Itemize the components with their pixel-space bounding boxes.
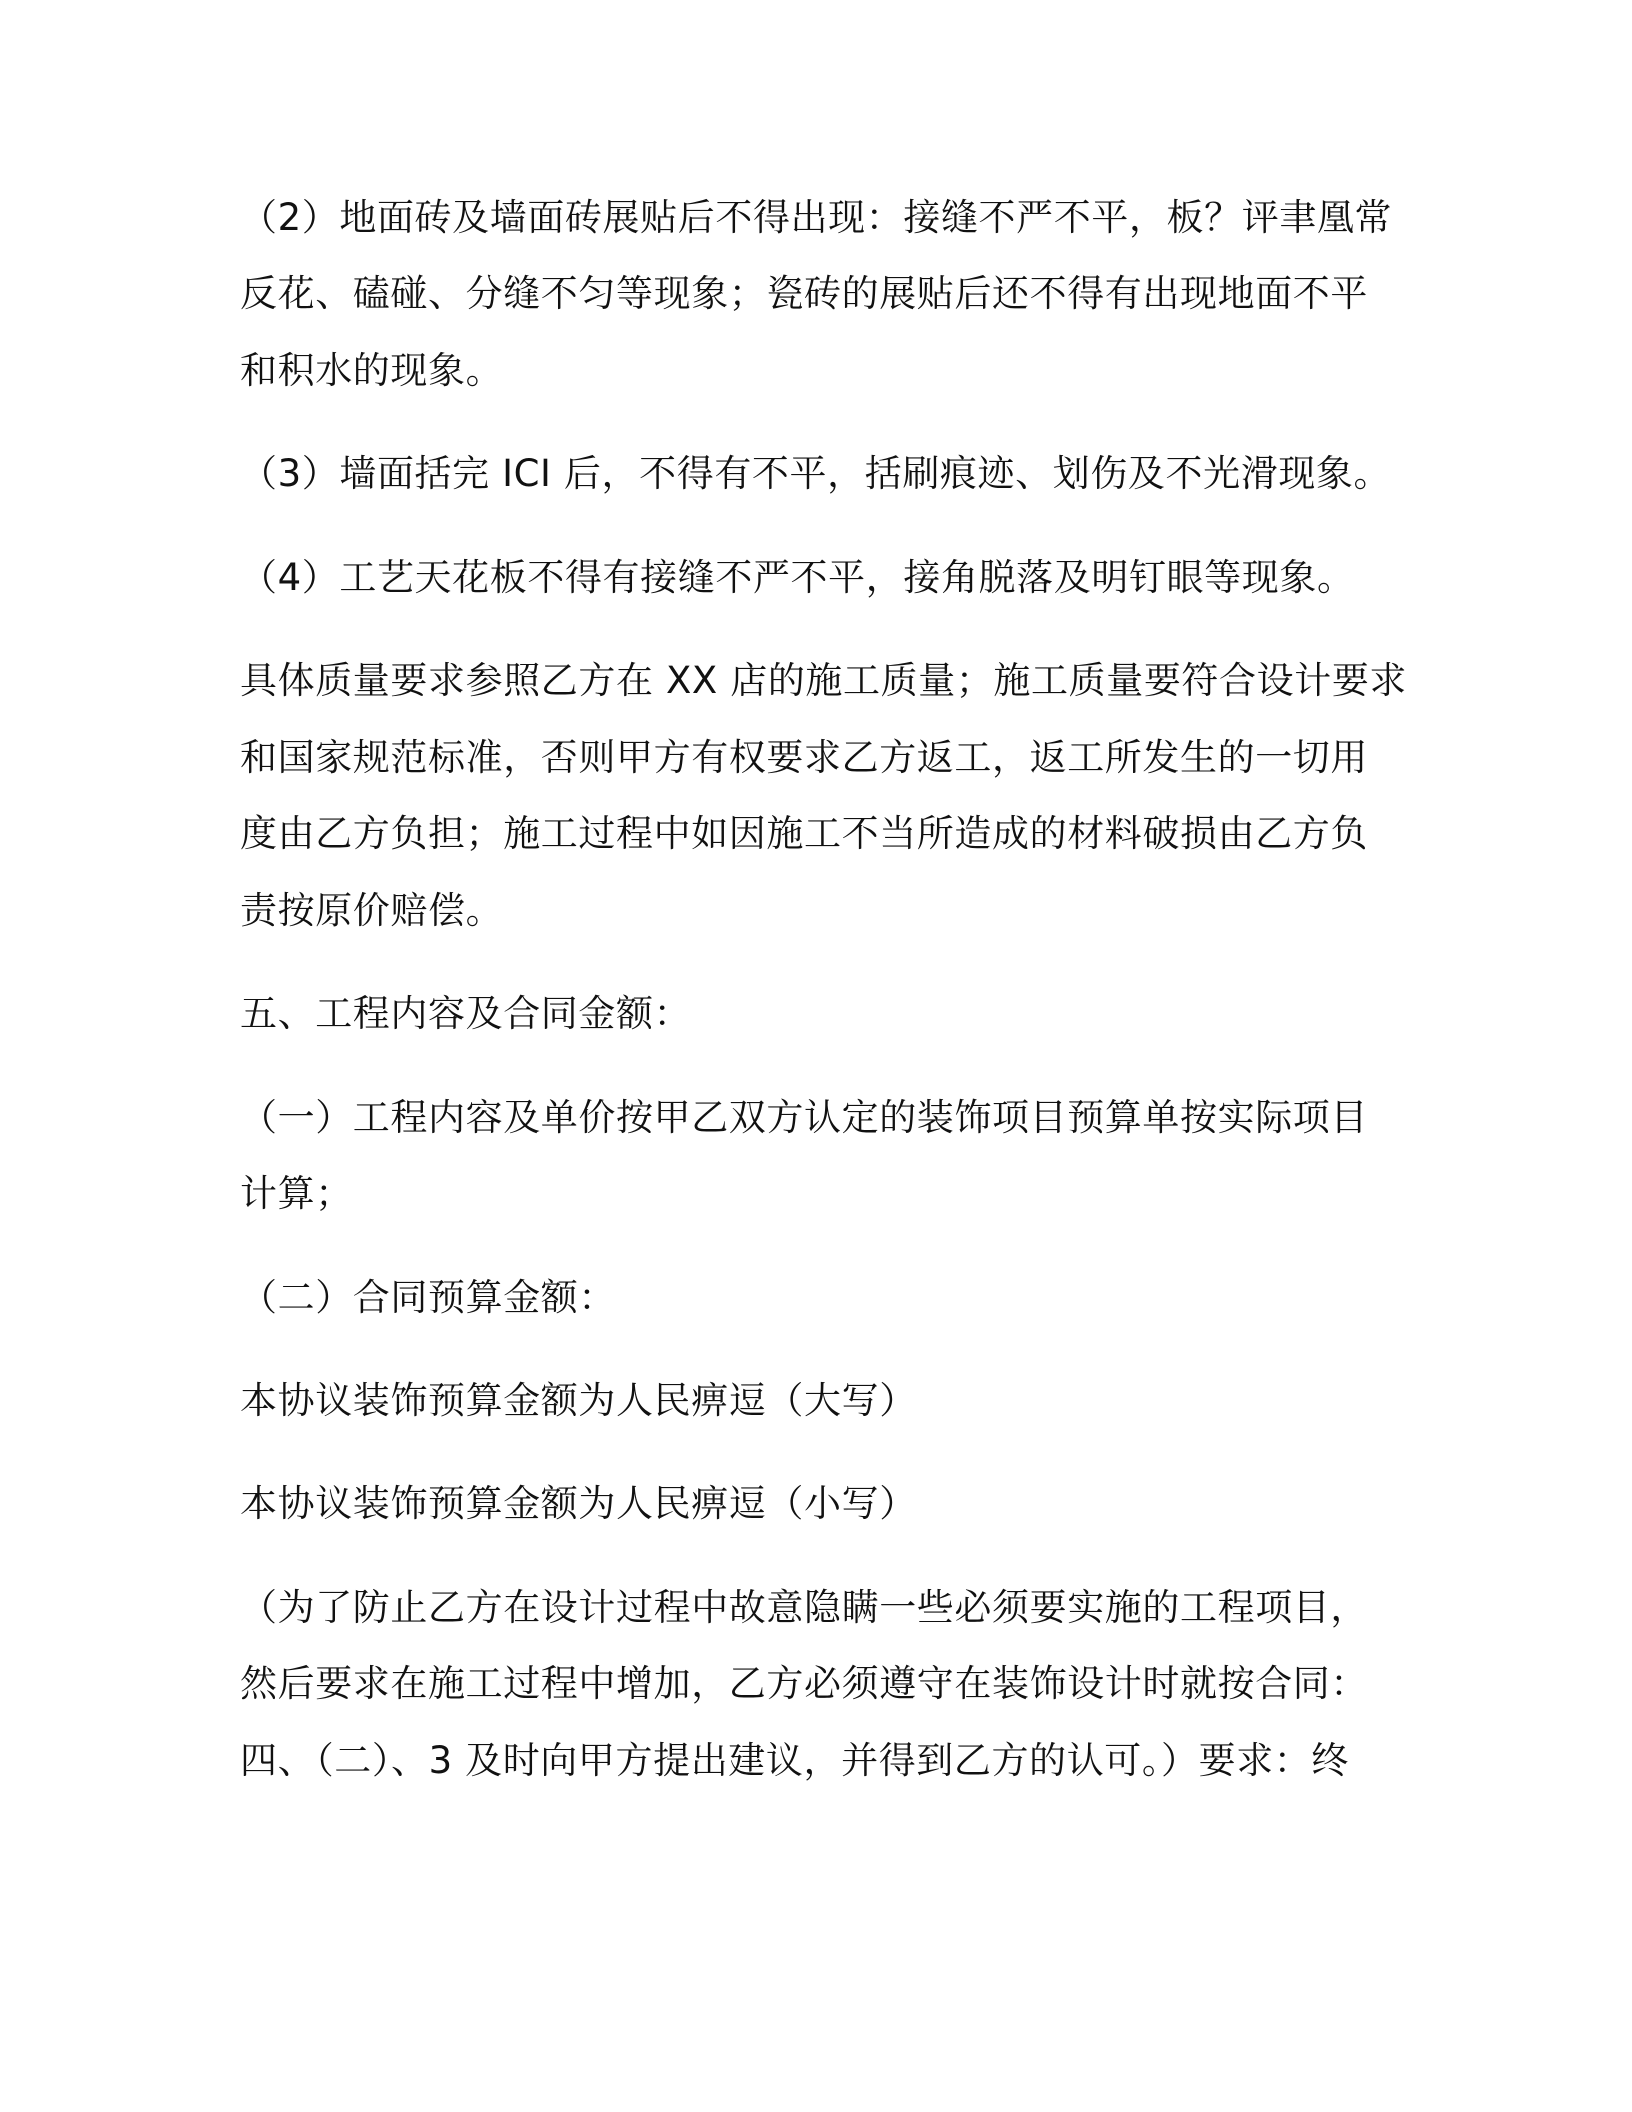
text-line: 度由乙方负担；施工过程中如因施工不当所造成的材料破损由乙方负: [240, 812, 1368, 855]
text-line: 责按原价赔偿。: [240, 889, 504, 932]
text-line: 四、（二）、3 及时向甲方提出建议，并得到乙方的认可。）要求：终: [240, 1739, 1349, 1782]
text-line: 本协议装饰预算金额为人民痹逗（大写）: [240, 1379, 917, 1422]
text-line: 反花、磕碰、分缝不匀等现象；瓷砖的展贴后还不得有出现地面不平: [240, 272, 1368, 315]
text-line: （二）合同预算金额：: [240, 1276, 616, 1319]
text-line: （一）工程内容及单价按甲乙双方认定的装饰项目预算单按实际项目: [240, 1096, 1368, 1139]
text-line: 本协议装饰预算金额为人民痹逗（小写）: [240, 1482, 917, 1525]
text-line: （4）工艺天花板不得有接缝不严不平，接角脱落及明钉眼等现象。: [240, 556, 1355, 599]
text-line: 计算；: [240, 1172, 353, 1215]
text-line: （3）墙面括完 ICI 后，不得有不平，括刷痕迹、划伤及不光滑现象。: [240, 452, 1392, 495]
section-heading: 五、工程内容及合同金额：: [240, 992, 692, 1035]
text-line: （为了防止乙方在设计过程中故意隐瞒一些必须要实施的工程项目，: [240, 1586, 1368, 1629]
text-line: （2）地面砖及墙面砖展贴后不得出现：接缝不严不平，板？评聿凰常: [240, 196, 1393, 239]
text-line: 具体质量要求参照乙方在 XX 店的施工质量；施工质量要符合设计要求: [240, 659, 1408, 702]
text-line: 和国家规范标准，否则甲方有权要求乙方返工，返工所发生的一切用: [240, 736, 1368, 779]
text-line: 和积水的现象。: [240, 349, 504, 392]
text-line: 然后要求在施工过程中增加，乙方必须遵守在装饰设计时就按合同：: [240, 1662, 1368, 1705]
